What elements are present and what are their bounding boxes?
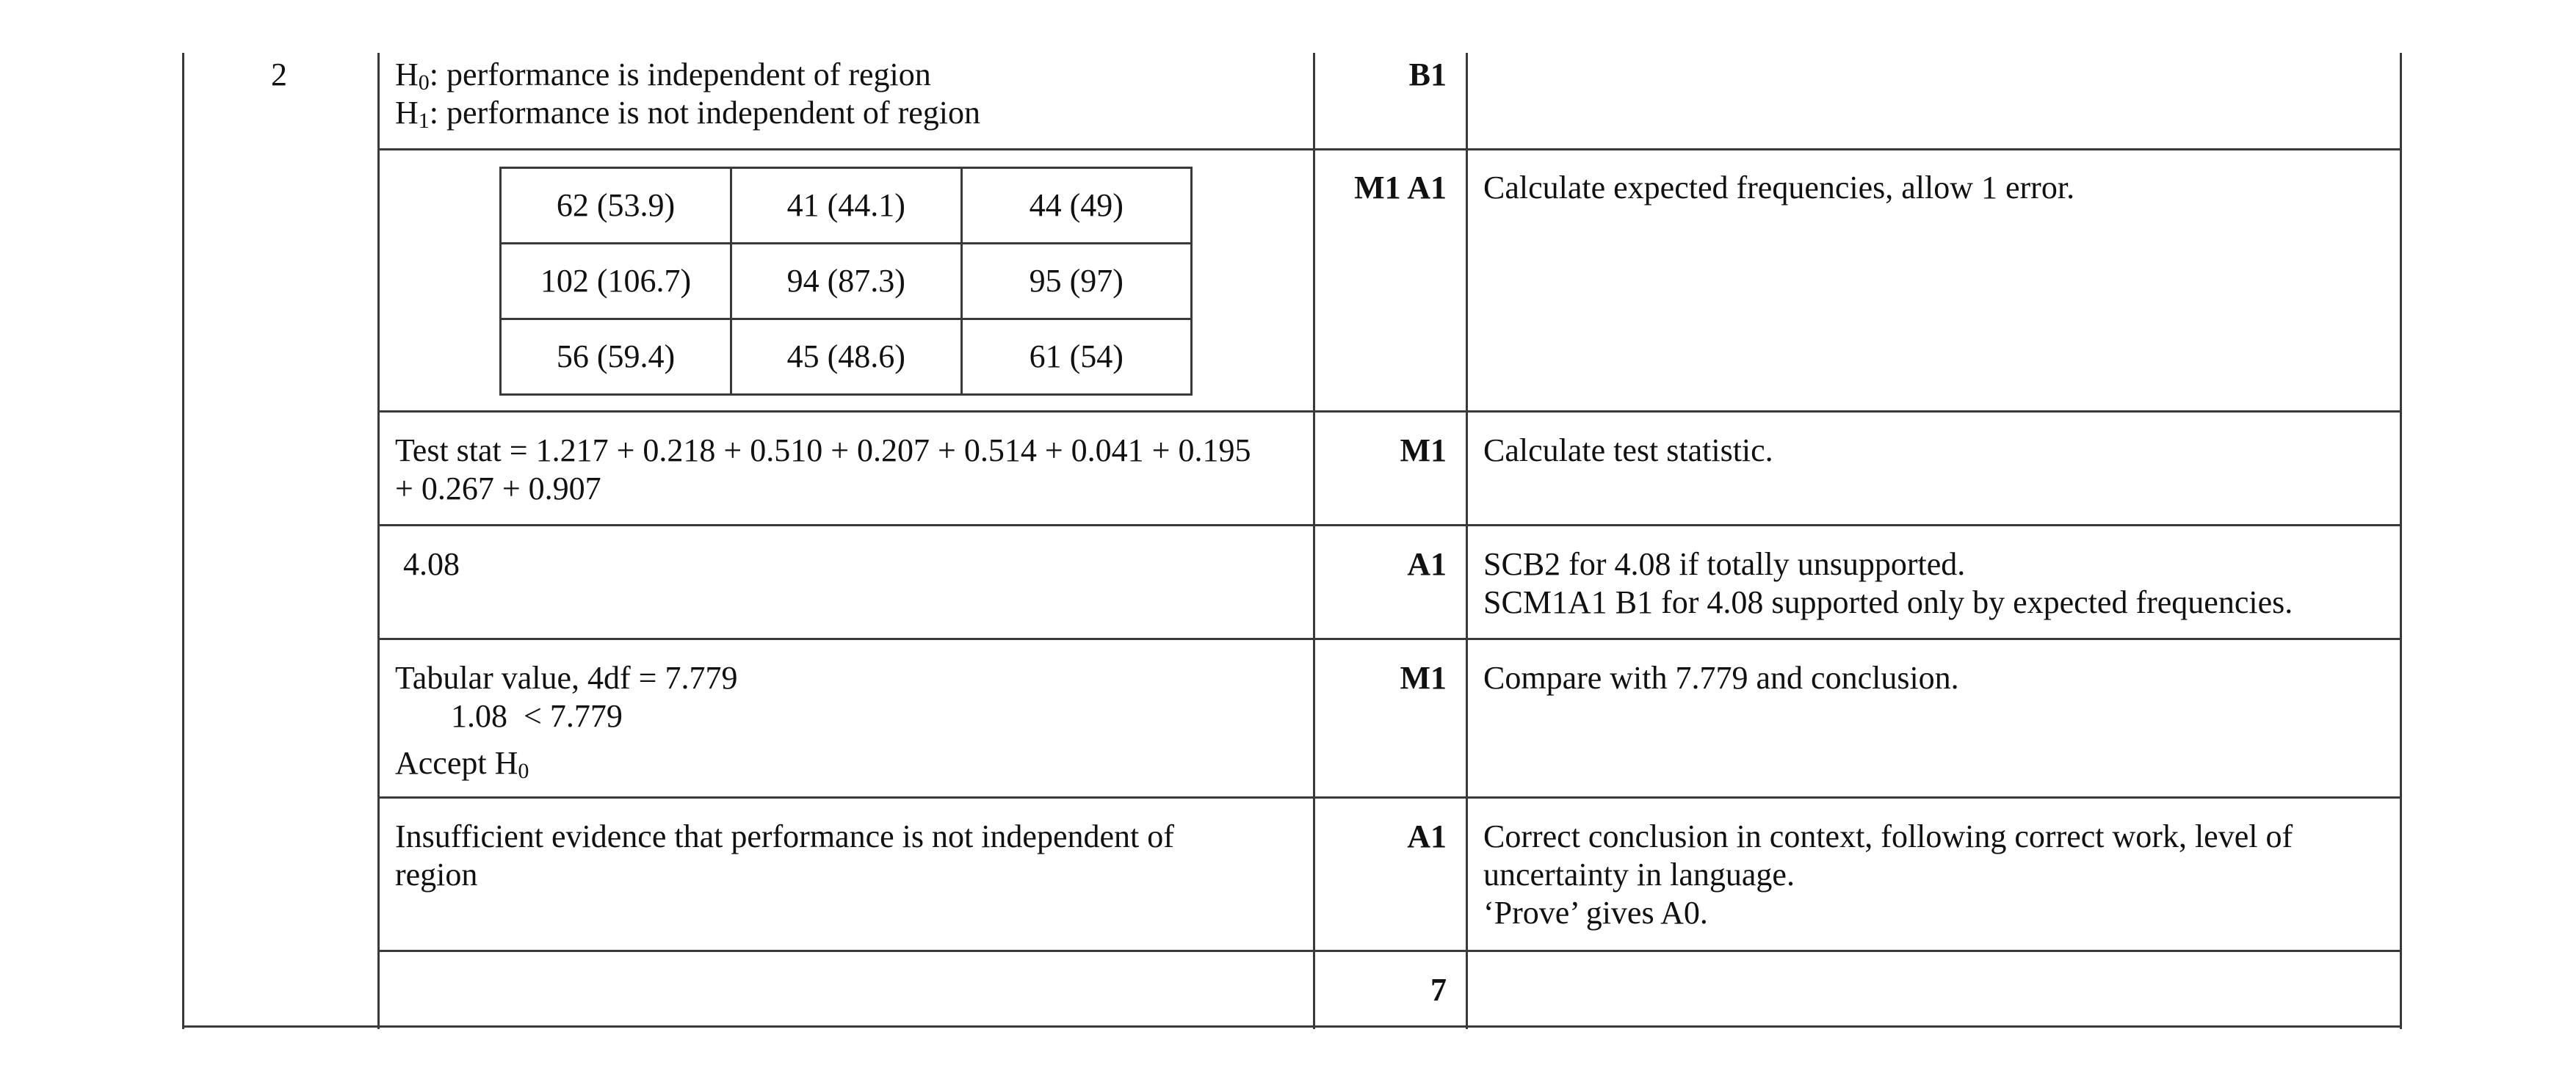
note-compare: Compare with 7.779 and conclusion. (1483, 660, 1959, 696)
table-row (501, 319, 1192, 395)
table-cell: 62 (53.9) (501, 168, 731, 244)
test-stat-value: 4.08 (395, 546, 460, 582)
table-cell: 94 (87.3) (731, 244, 961, 319)
table-cell: 45 (48.6) (731, 319, 961, 395)
note-conclusion-2: uncertainty in language. (1483, 857, 1795, 893)
table-cell: 61 (54) (961, 319, 1191, 395)
note-expected: Calculate expected frequencies, allow 1 error. (1483, 170, 2075, 206)
mark-compare: M1 (1400, 660, 1447, 696)
table-cell: 102 (106.7) (501, 244, 731, 319)
table-border-left (182, 53, 184, 1029)
expected-frequencies-table (499, 167, 1193, 396)
table-row (501, 244, 1192, 319)
conclusion-line-2: region (395, 857, 478, 893)
question-number: 2 (271, 57, 287, 92)
table-border-right (2400, 53, 2402, 1029)
column-divider-question (377, 53, 380, 1029)
row-divider (377, 796, 2402, 799)
table-border-bottom (182, 1025, 2402, 1028)
column-divider-answer (1313, 53, 1315, 1029)
note-test-stat: Calculate test statistic. (1483, 432, 1773, 468)
row-divider (377, 410, 2402, 413)
row-divider (377, 148, 2402, 150)
note-value-1: SCB2 for 4.08 if totally unsupported. (1483, 546, 1966, 582)
mark-expected: M1 A1 (1354, 170, 1447, 206)
mark-conclusion: A1 (1407, 818, 1447, 854)
table-cell: 56 (59.4) (501, 319, 731, 395)
accept-h0: Accept $H_0$ (395, 745, 529, 783)
test-stat-line-1: Test stat = 1.217 + 0.218 + 0.510 + 0.207 + 0.514 + 0.041 + 0.195 (395, 432, 1251, 468)
row-divider (377, 638, 2402, 640)
table-row (501, 168, 1192, 244)
row-divider (377, 524, 2402, 526)
tabular-value: Tabular value, 4df = 7.779 (395, 660, 738, 696)
table-cell: 41 (44.1) (731, 168, 961, 244)
conclusion-line-1: Insufficient evidence that performance is not independent of (395, 818, 1174, 854)
table-cell: 95 (97) (961, 244, 1191, 319)
test-stat-line-2: + 0.267 + 0.907 (395, 471, 601, 506)
total-marks: 7 (1430, 972, 1447, 1008)
mark-value: A1 (1407, 546, 1447, 582)
row-divider (377, 950, 2402, 952)
note-conclusion-3: ‘Prove’ gives A0. (1483, 895, 1708, 931)
table-cell: 44 (49) (961, 168, 1191, 244)
null-hypothesis: $H_0$: performance is independent of region (395, 57, 931, 95)
comparison: 1.08 < 7.779 (451, 698, 623, 734)
alternative-hypothesis: $H_1$: performance is not independent of region (395, 95, 980, 133)
mark-hypotheses: B1 (1408, 57, 1447, 92)
column-divider-marks (1466, 53, 1468, 1029)
mark-test-stat: M1 (1400, 432, 1447, 468)
note-conclusion-1: Correct conclusion in context, following correct work, level of (1483, 818, 2293, 854)
note-value-2: SCM1A1 B1 for 4.08 supported only by expected frequencies. (1483, 584, 2293, 620)
